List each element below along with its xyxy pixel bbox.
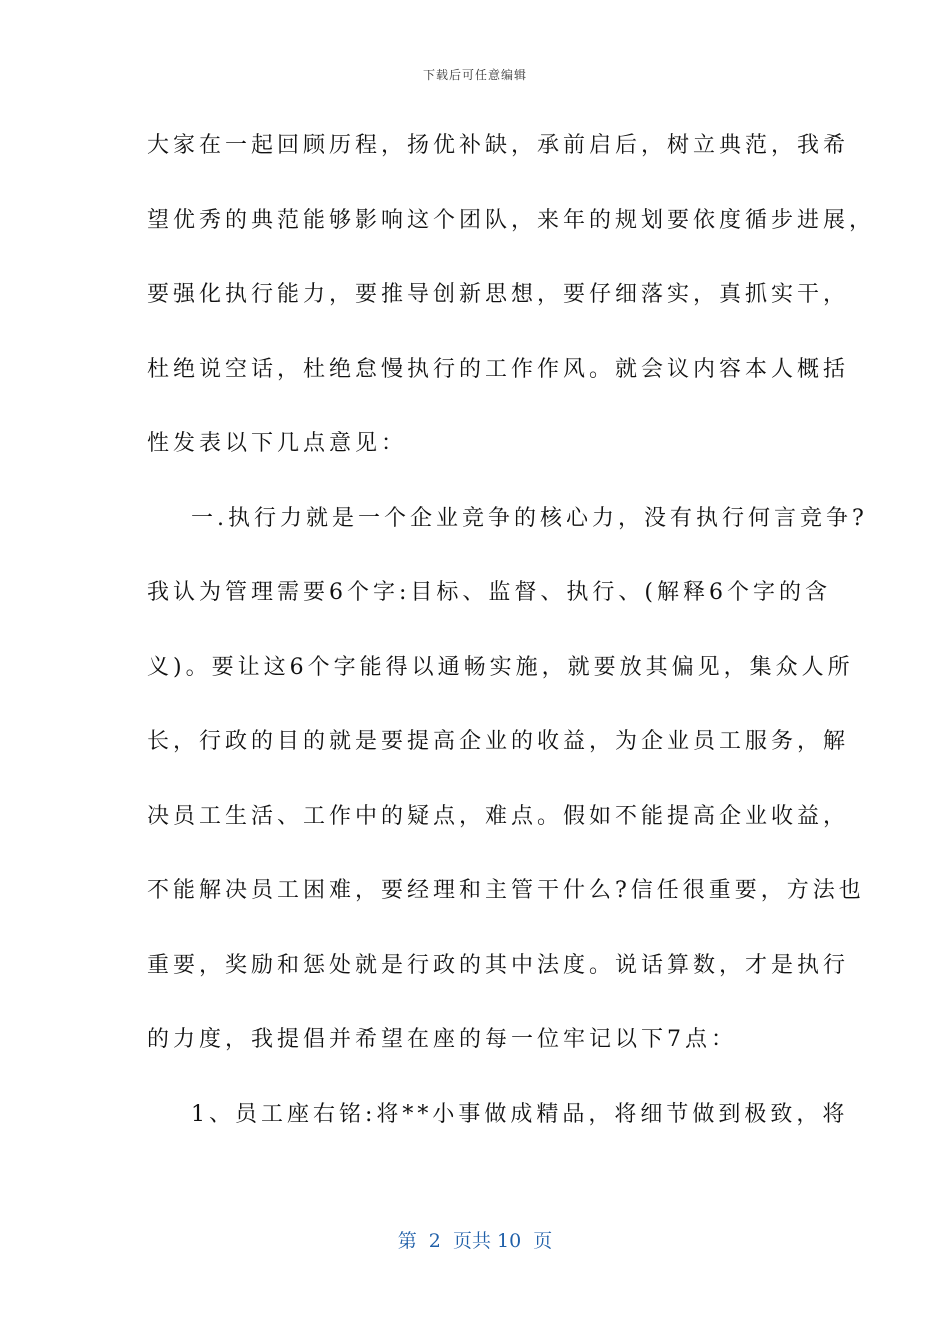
text-line: 大家在一起回顾历程，扬优补缺，承前启后，树立典范，我希: [147, 133, 850, 158]
page-header-note: 下载后可任意编辑: [422, 68, 527, 82]
document-body: [147, 126, 876, 1169]
text-line: 性发表以下几点意见：: [147, 431, 408, 456]
text-line: 的力度，我提倡并希望在座的每一位牢记以下7点：: [147, 1027, 737, 1052]
text-line: 杜绝说空话，杜绝怠慢执行的工作作风。就会议内容本人概括: [147, 356, 850, 382]
text-line: 不能解决员工困难，要经理和主管干什么?信任很重要，方法也: [147, 878, 865, 903]
text-line: 长，行政的目的就是要提高企业的收益，为企业员工服务，解: [147, 729, 850, 754]
paragraph-heading: 一.执行力就是一个企业竞争的核心力，没有执行何言竞争?: [191, 505, 868, 531]
text-line: 决员工生活、工作中的疑点，难点。假如不能提高企业收益，: [147, 803, 850, 829]
text-line: 重要，奖励和惩处就是行政的其中法度。说话算数，才是执行: [147, 952, 850, 978]
text-line: 望优秀的典范能够影响这个团队，来年的规划要依度循步进展，: [147, 207, 876, 233]
page-number: 第 2 页共 10 页: [397, 1230, 553, 1252]
text-line: 我认为管理需要6个字:目标、监督、执行、(解释6个字的含: [147, 580, 831, 605]
text-line: 义)。要让这6个字能得以通畅实施，就要放其偏见，集众人所: [147, 654, 854, 680]
text-line: 要强化执行能力，要推导创新思想，要仔细落实，真抓实干，: [147, 282, 850, 307]
list-item: 1、员工座右铭:将**小事做成精品，将细节做到极致，将: [191, 1101, 849, 1127]
